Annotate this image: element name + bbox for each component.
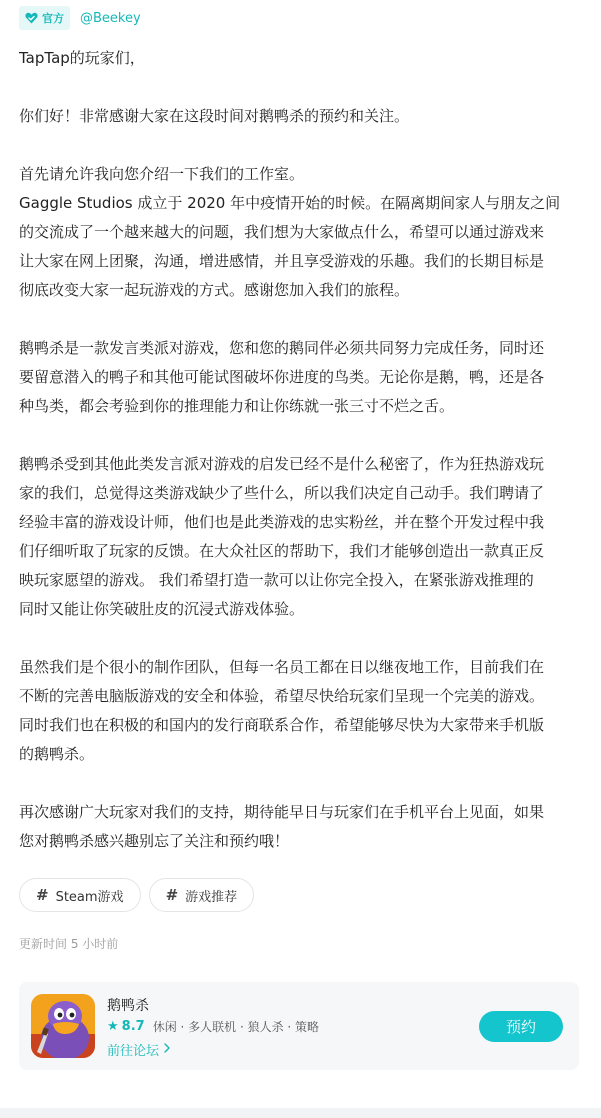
post-header xyxy=(19,4,141,32)
forum-link[interactable] xyxy=(107,1040,171,1059)
game-name[interactable]: 鹅鸭杀 xyxy=(107,998,149,1014)
post-body xyxy=(19,44,583,856)
forum-link-label: 前往论坛 xyxy=(107,1044,160,1059)
game-card[interactable] xyxy=(19,982,579,1070)
post-paragraph: 你们好！非常感谢大家在这段时间对鹅鸭杀的预约和关注。 xyxy=(19,107,410,125)
game-icon[interactable] xyxy=(31,994,95,1058)
reserve-button[interactable]: 预约 xyxy=(479,1011,563,1042)
hash-icon: # xyxy=(165,886,179,904)
game-meta xyxy=(107,1018,319,1035)
bottom-divider xyxy=(0,1108,601,1118)
tag-steam-games[interactable] xyxy=(19,878,141,912)
hash-icon: # xyxy=(36,886,49,904)
author-link[interactable]: @Beekey xyxy=(80,10,141,26)
game-genres: 休闲 · 多人联机 · 狼人杀 · 策略 xyxy=(152,1020,320,1034)
post-paragraph: TapTap的玩家们， xyxy=(19,49,145,67)
post-paragraph: 首先请允许我向您介绍一下我们的工作室。 Gaggle Studios 成立于 2020 年中疫情开始的时候。在隔离期间家人与朋友之间 的交流成了一个越来越大的问题，我们想为大家做点什么，希望可以通过游戏来 让大家在网上团聚，沟通，增进感情，并且享受游戏的乐趣。我们的长期目标是 彻底改变大家一起玩游戏的方式。感谢您加入我们的旅程。 xyxy=(19,165,561,299)
star-icon: ★ xyxy=(107,1019,119,1034)
verified-heart-icon xyxy=(25,12,38,24)
chevron-right-icon xyxy=(163,1042,171,1057)
tag-label: Steam游戏 xyxy=(55,889,124,905)
badge-label: 官方 xyxy=(42,12,64,25)
tag-game-recommend[interactable] xyxy=(149,878,255,912)
game-rating: 8.7 xyxy=(121,1019,145,1034)
post-paragraph: 虽然我们是个很小的制作团队，但每一名员工都在日以继夜地工作，目前我们在 不断的完善电脑版游戏的安全和体验，希望尽快给玩家们呈现一个完美的游戏。 同时我们也在积极的和国内的发行商联系合作，希望能够尽快为大家带来手机版 的鹅鸭杀。 xyxy=(19,658,545,763)
tag-label: 游戏推荐 xyxy=(185,889,238,905)
post-paragraph: 鹅鸭杀是一款发言类派对游戏，您和您的鹅同伴必须共同努力完成任务，同时还 要留意潜入的鸭子和其他可能试图破坏你进度的鸟类。无论你是鹅，鸭，还是各 种鸟类，都会考验到你的推理能力和让你练就一张三寸不烂之舌。 xyxy=(19,339,545,415)
official-badge xyxy=(19,6,70,30)
updated-time: 更新时间 5 小时前 xyxy=(19,937,119,951)
tag-list xyxy=(19,878,254,912)
post-paragraph: 再次感谢广大玩家对我们的支持，期待能早日与玩家们在手机平台上见面，如果 您对鹅鸭杀感兴趣别忘了关注和预约哦！ xyxy=(19,803,545,850)
post-paragraph: 鹅鸭杀受到其他此类发言派对游戏的启发已经不是什么秘密了，作为狂热游戏玩 家的我们，总觉得这类游戏缺少了些什么，所以我们决定自己动手。我们聘请了 经验丰富的游戏设计师，他们也是此类游戏的忠实粉丝，并在整个开发过程中我 们仔细听取了玩家的反馈。在大众社区的帮助下，我们才能够创造出一款真正反 映玩家愿望的游戏。 我们希望打造一款可以让你完全投入，在紧张游戏推理的 同时又能让你笑破肚皮的沉浸式游戏体验。 xyxy=(19,455,545,618)
